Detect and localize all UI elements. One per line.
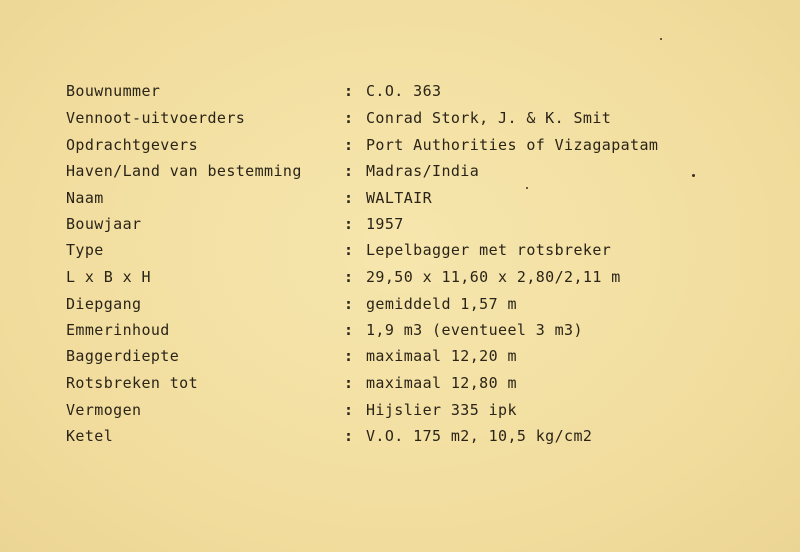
paper-speck bbox=[660, 38, 662, 40]
spec-separator: : bbox=[344, 321, 354, 339]
spec-separator: : bbox=[344, 295, 354, 313]
spec-label: L x B x H bbox=[66, 268, 151, 286]
spec-row bbox=[0, 374, 800, 400]
spec-value: 29,50 x 11,60 x 2,80/2,11 m bbox=[366, 268, 621, 286]
spec-row bbox=[0, 215, 800, 241]
spec-value: Lepelbagger met rotsbreker bbox=[366, 241, 612, 259]
spec-separator: : bbox=[344, 82, 354, 100]
spec-label: Rotsbreken tot bbox=[66, 374, 199, 392]
spec-separator: : bbox=[344, 189, 354, 207]
spec-value: Port Authorities of Vizagapatam bbox=[366, 136, 659, 154]
spec-separator: : bbox=[344, 427, 354, 445]
spec-row bbox=[0, 162, 800, 188]
spec-label: Vennoot-uitvoerders bbox=[66, 109, 246, 127]
spec-label: Naam bbox=[66, 189, 104, 207]
spec-row bbox=[0, 136, 800, 162]
spec-row bbox=[0, 268, 800, 294]
spec-value: 1957 bbox=[366, 215, 404, 233]
spec-label: Haven/Land van bestemming bbox=[66, 162, 302, 180]
spec-row bbox=[0, 427, 800, 453]
spec-row bbox=[0, 347, 800, 373]
spec-row bbox=[0, 241, 800, 267]
spec-separator: : bbox=[344, 374, 354, 392]
spec-value: maximaal 12,20 m bbox=[366, 347, 517, 365]
spec-value: maximaal 12,80 m bbox=[366, 374, 517, 392]
spec-row bbox=[0, 321, 800, 347]
spec-label: Opdrachtgevers bbox=[66, 136, 199, 154]
spec-value: Madras/India bbox=[366, 162, 480, 180]
spec-label: Vermogen bbox=[66, 401, 142, 419]
spec-label: Diepgang bbox=[66, 295, 142, 313]
spec-row bbox=[0, 401, 800, 427]
spec-row bbox=[0, 82, 800, 108]
spec-separator: : bbox=[344, 401, 354, 419]
spec-separator: : bbox=[344, 109, 354, 127]
spec-value: gemiddeld 1,57 m bbox=[366, 295, 517, 313]
spec-value: V.O. 175 m2, 10,5 kg/cm2 bbox=[366, 427, 593, 445]
spec-row bbox=[0, 295, 800, 321]
paper-speck bbox=[692, 174, 695, 177]
paper-speck bbox=[526, 187, 528, 189]
spec-value: C.O. 363 bbox=[366, 82, 442, 100]
spec-label: Baggerdiepte bbox=[66, 347, 180, 365]
spec-label: Emmerinhoud bbox=[66, 321, 170, 339]
spec-label: Type bbox=[66, 241, 104, 259]
spec-separator: : bbox=[344, 241, 354, 259]
spec-value: 1,9 m3 (eventueel 3 m3) bbox=[366, 321, 583, 339]
spec-separator: : bbox=[344, 347, 354, 365]
spec-label: Bouwjaar bbox=[66, 215, 142, 233]
spec-separator: : bbox=[344, 268, 354, 286]
spec-label: Bouwnummer bbox=[66, 82, 161, 100]
spec-row bbox=[0, 189, 800, 215]
spec-value: Hijslier 335 ipk bbox=[366, 401, 517, 419]
spec-value: WALTAIR bbox=[366, 189, 433, 207]
spec-value: Conrad Stork, J. & K. Smit bbox=[366, 109, 612, 127]
spec-label: Ketel bbox=[66, 427, 114, 445]
spec-separator: : bbox=[344, 215, 354, 233]
spec-separator: : bbox=[344, 136, 354, 154]
spec-separator: : bbox=[344, 162, 354, 180]
spec-row bbox=[0, 109, 800, 135]
